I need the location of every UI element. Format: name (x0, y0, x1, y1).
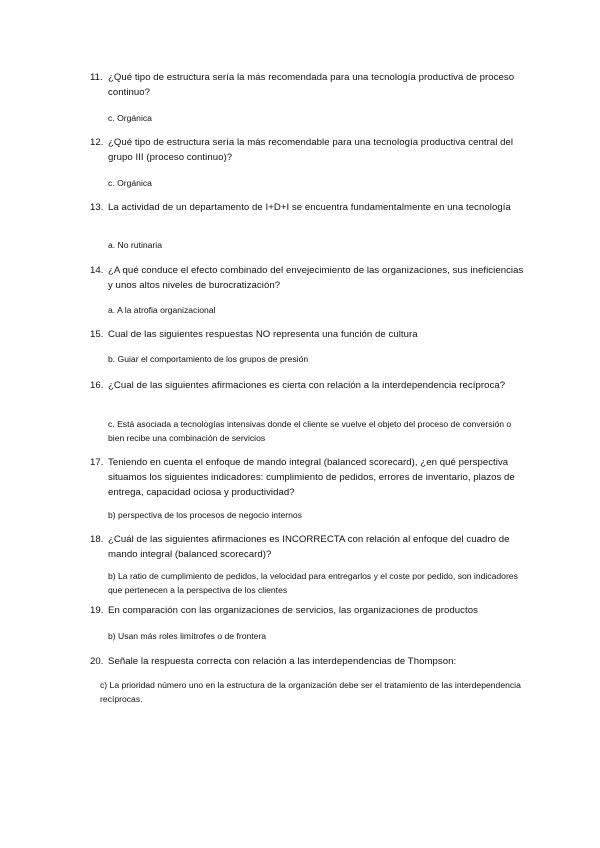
question-text: Teniendo en cuenta el enfoque de mando integral (balanced scorecard), ¿en qué perspectiva situamos los siguientes indicadores: cumplimiento de pedidos, errores de inventario, plazos de entrega, capacidad ociosa y productividad? (108, 457, 515, 498)
question-20 (90, 654, 530, 669)
answer-16: c. Está asociada a tecnologías intensivas donde el cliente se vuelve el objeto del proceso de conversión o bien recibe una combinación de servicios (108, 419, 512, 443)
question-12 (90, 135, 530, 165)
answer-11: c. Orgánica (108, 113, 152, 123)
question-16 (90, 378, 530, 393)
question-11 (90, 70, 530, 100)
question-18 (90, 532, 530, 562)
question-number: 14. (90, 265, 104, 276)
question-17 (90, 455, 530, 500)
question-number: 15. (90, 329, 104, 340)
answer-13: a. No rutinaria (108, 240, 162, 250)
answer-12: c. Orgánica (108, 178, 152, 188)
question-text: ¿Cual de las siguientes afirmaciones es cierta con relación a la interdependencia recíproca? (108, 380, 506, 391)
answer-15: b. Guiar el comportamiento de los grupos de presión (108, 354, 309, 364)
question-number: 20. (90, 656, 104, 667)
question-14 (90, 263, 530, 293)
question-15 (90, 327, 530, 342)
question-number: 11. (90, 72, 103, 83)
answer-14: a. A la atrofia organizacional (108, 305, 216, 315)
question-text: ¿Qué tipo de estructura sería la más recomendada para una tecnología productiva de proceso continuo? (108, 72, 515, 98)
question-text: ¿A qué conduce el efecto combinado del envejecimiento de las organizaciones, sus ineficiencias y unos altos niveles de burocratización? (108, 265, 524, 291)
answer-17: b) perspectiva de los procesos de negocio internos (108, 510, 302, 520)
question-number: 13. (90, 202, 104, 213)
question-text: En comparación con las organizaciones de servicios, las organizaciones de productos (108, 605, 478, 616)
question-text: ¿Qué tipo de estructura sería la más recomendable para una tecnología productiva central del grupo III (proceso continuo)? (108, 137, 514, 163)
question-text: Señale la respuesta correcta con relación a las interdependencias de Thompson: (108, 656, 457, 667)
answer-18: b) La ratio de cumplimiento de pedidos, la velocidad para entregarlos y el coste por pedido, son indicadores que pertenecen a la perspectiva de los clientes (108, 571, 518, 595)
question-19 (90, 603, 530, 618)
question-number: 17. (90, 457, 104, 468)
question-text: La actividad de un departamento de I+D+I se encuentra fundamentalmente en una tecnología (108, 202, 511, 213)
question-13 (90, 200, 530, 215)
question-text: Cual de las siguientes respuestas NO representa una función de cultura (108, 329, 418, 340)
question-number: 19. (90, 605, 104, 616)
question-number: 18. (90, 534, 104, 545)
answer-20: c) La prioridad número uno en la estructura de la organización debe ser el tratamiento de las interdependencia recíprocas. (100, 680, 521, 704)
answer-19: b) Usan más roles limítrofes o de frontera (108, 631, 267, 641)
question-number: 12. (90, 137, 104, 148)
question-number: 16. (90, 380, 104, 391)
question-text: ¿Cuál de las siguientes afirmaciones es INCORRECTA con relación al enfoque del cuadro de mando integral (balanced scorecard)? (108, 534, 510, 560)
